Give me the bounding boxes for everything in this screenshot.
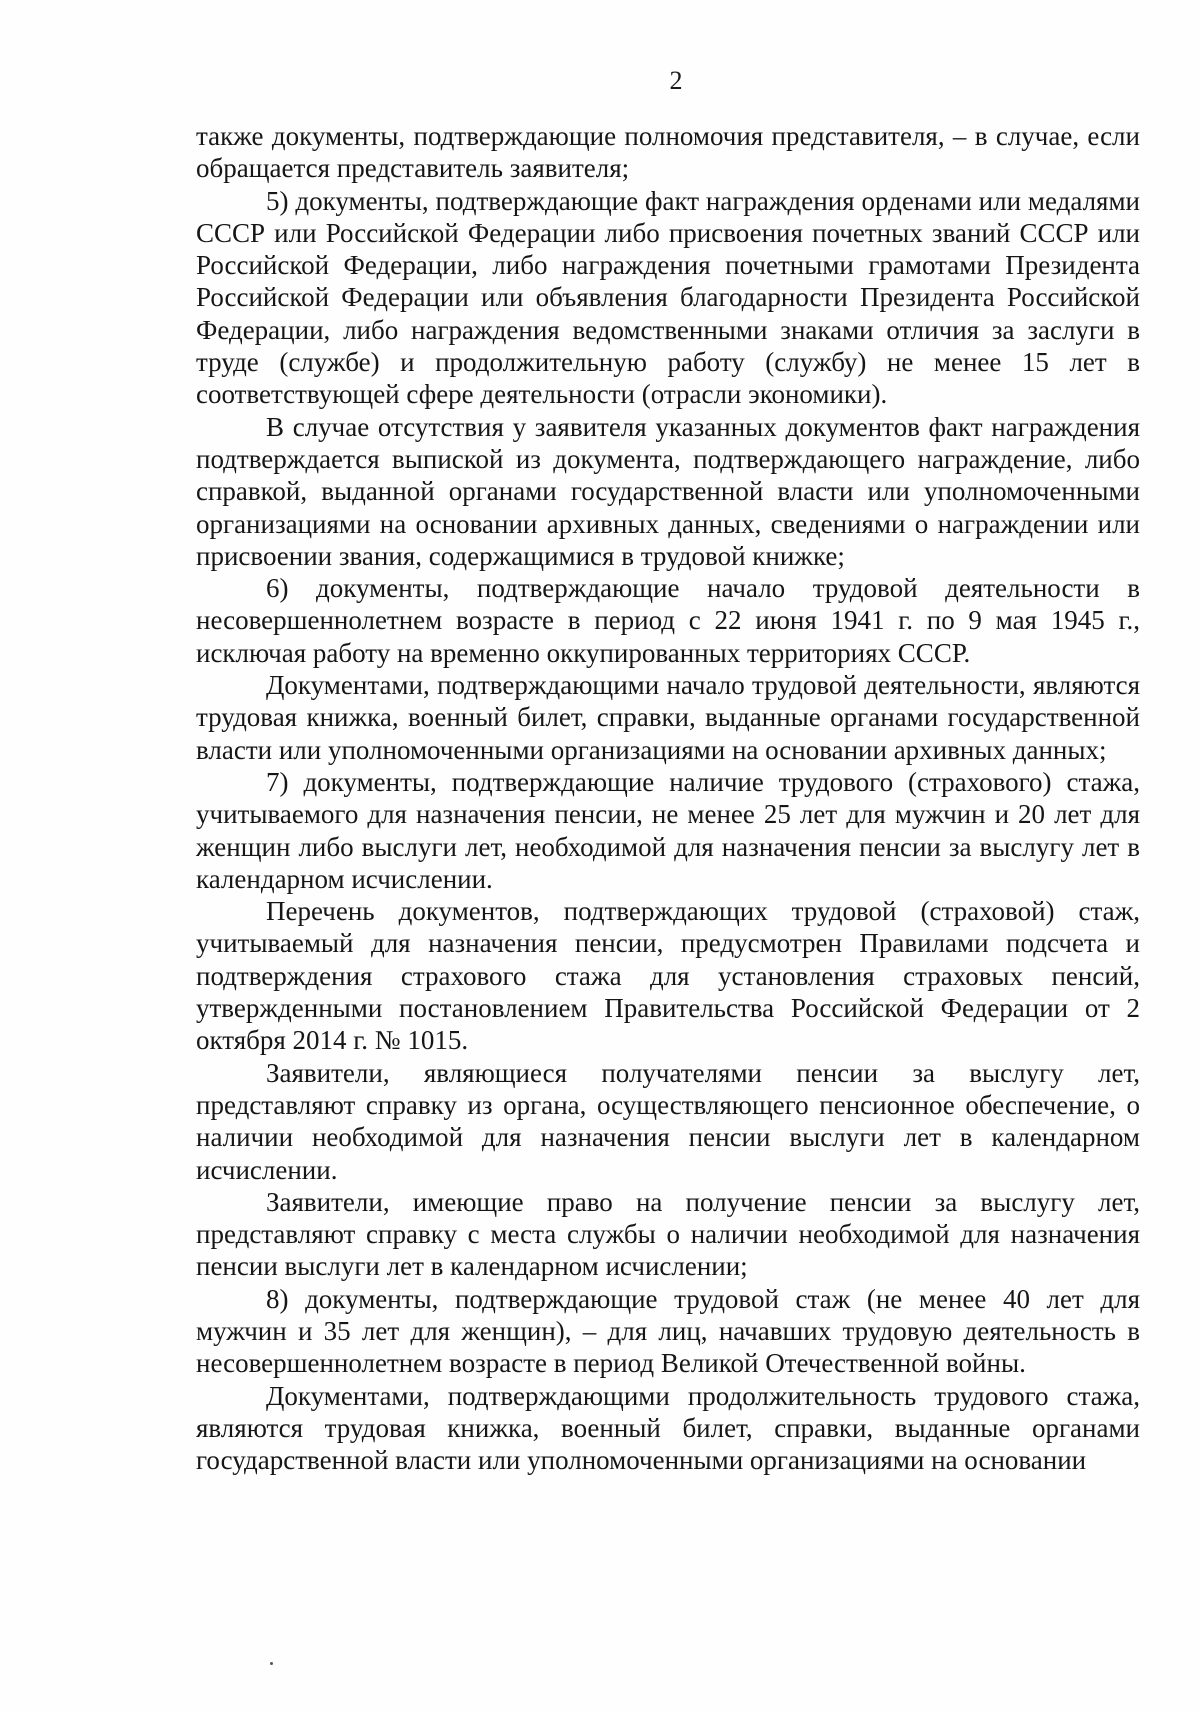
paragraph-insurance-list: Перечень документов, подтверждающих трудовой (страховой) стаж, учитываемый для назначения пенсии, предусмотрен Правилами подсчета и подтверждения страхового стажа для установления страховых пенсий, утвержденными постановлением Правительства Российской Федерации от 2 октября 2014 г. № 1015.	[196, 896, 1140, 1056]
paragraph-item-8: 8) документы, подтверждающие трудовой стаж (не менее 40 лет для мужчин и 35 лет для женщин), – для лиц, начавших трудовую деятельность в несовершеннолетнем возрасте в период Великой Отечественной войны.	[196, 1283, 1140, 1379]
paragraph-award-absence: В случае отсутствия у заявителя указанных документов факт награждения подтверждается выпиской из документа, подтверждающего награждение, либо справкой, выданной органами государственной власти или уполномоченными организациями на основании архивных данных, сведениями о награждении или присвоении звания, содержащимися в трудовой книжке;	[196, 411, 1140, 571]
paragraph-continuation: также документы, подтверждающие полномочия представителя, – в случае, если обращается представитель заявителя;	[196, 121, 1140, 184]
paragraph-item-6: 6) документы, подтверждающие начало трудовой деятельности в несовершеннолетнем возрасте в период с 22 июня 1941 г. по 9 мая 1945 г., исключая работу на временно оккупированных территориях СССР.	[196, 573, 1140, 668]
body-text	[196, 120, 1140, 1476]
paragraph-pension-recipients: Заявители, являющиеся получателями пенсии за выслугу лет, представляют справку из органа, осуществляющего пенсионное обеспечение, о наличии необходимой для назначения пенсии выслуги лет в календарном исчислении.	[196, 1057, 1140, 1185]
paragraph-item-7: 7) документы, подтверждающие наличие трудового (страхового) стажа, учитываемого для назначения пенсии, не менее 25 лет для мужчин и 20 лет для женщин либо выслуги лет, необходимой для назначения пенсии за выслугу лет в календарном исчислении.	[196, 766, 1140, 894]
scan-speck	[270, 1662, 273, 1665]
paragraph-work-duration-documents: Документами, подтверждающими продолжительность трудового стажа, являются трудовая книжка, военный билет, справки, выданные органами государственной власти или уполномоченными организациями на основании	[196, 1380, 1140, 1476]
page-number: 2	[669, 66, 683, 95]
paragraph-work-start-documents: Документами, подтверждающими начало трудовой деятельности, являются трудовая книжка, военный билет, справки, выданные органами государственной власти или уполномоченными организациями на основании архивных данных;	[196, 670, 1140, 765]
paragraph-pension-eligible: Заявители, имеющие право на получение пенсии за выслугу лет, представляют справку с места службы о наличии необходимой для назначения пенсии выслуги лет в календарном исчислении;	[196, 1186, 1140, 1282]
paragraph-item-5: 5) документы, подтверждающие факт награждения орденами или медалями СССР или Российской Федерации либо присвоения почетных званий СССР или Российской Федерации, либо награждения почетными грамотами Президента Российской Федерации или объявления благодарности Президента Российской Федерации, либо награждения ведомственными знаками отличия за заслуги в труде (службе) и продолжительную работу (службу) не менее 15 лет в соответствующей сфере деятельности (отрасли экономики).	[196, 185, 1140, 410]
